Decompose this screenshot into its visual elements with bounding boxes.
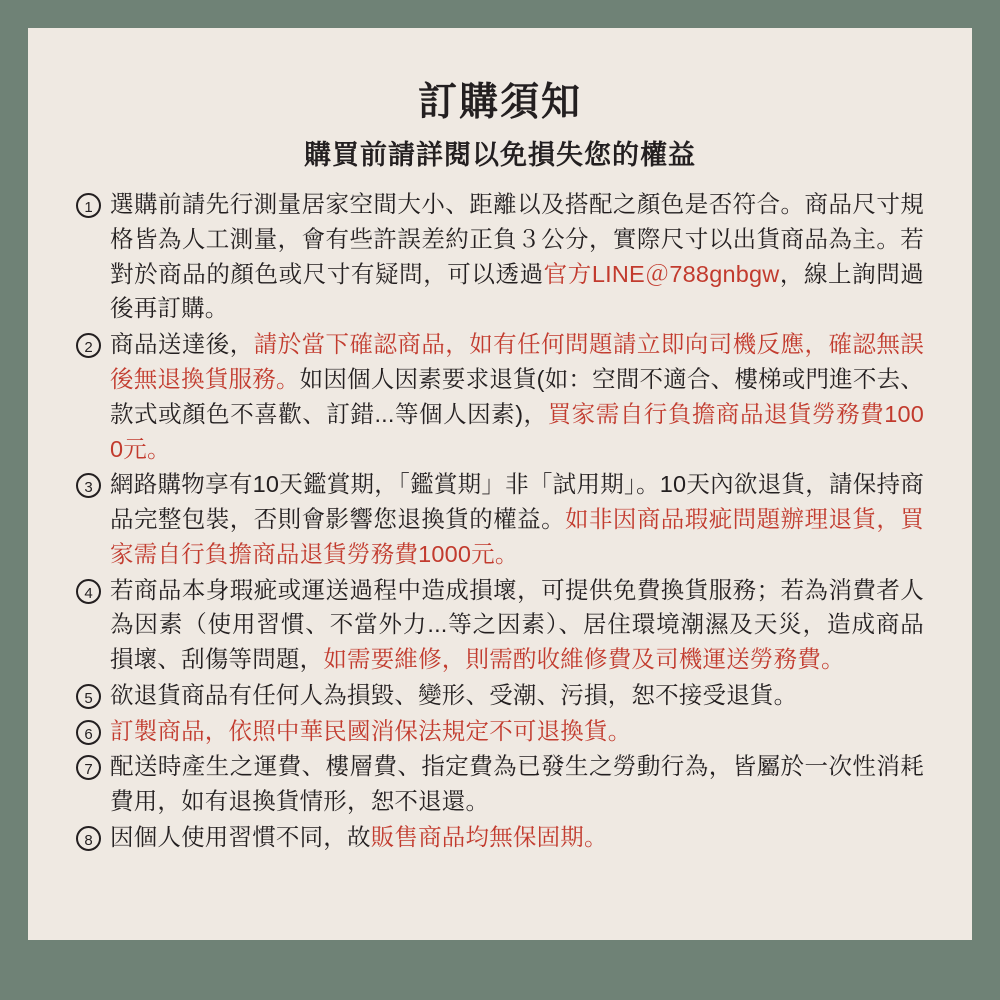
highlight-text: 請於當下確認商品，如有任何問題請立即向司機反應，確認無誤後無退換貨服務。: [110, 331, 925, 393]
highlight-text: 販售商品均無保固期。: [370, 823, 608, 850]
list-item-number: 2: [76, 333, 101, 358]
list-item-number: 6: [76, 720, 101, 745]
list-item: [76, 467, 924, 571]
list-item-number: 5: [76, 684, 101, 709]
list-item-text: [110, 467, 924, 571]
list-item: [76, 187, 924, 326]
list-item-number: 7: [76, 755, 101, 780]
body-text: 因個人使用習慣不同，故: [110, 823, 371, 850]
list-item: [76, 678, 924, 713]
list-item-text: [110, 187, 924, 326]
highlight-text: 官方LINE＠788gnbgw: [543, 260, 780, 287]
highlight-text: 如非因商品瑕疵問題辦理退貨，買家需自行負擔商品退貨勞務費1000元。: [110, 506, 924, 567]
highlight-text: 如需要維修，則需酌收維修費及司機運送勞務費。: [323, 646, 845, 673]
body-text: 選購前請先行測量居家空間大小、距離以及搭配之顏色是否符合。商品尺寸規格皆為人工測量，會有些許誤差約正負３公分，實際尺寸以出貨商品為主。若對於商品的顏色或尺寸有疑問，可以透過: [110, 191, 924, 287]
notice-list: [76, 187, 924, 855]
list-item-text: [110, 327, 924, 466]
list-item-text: [110, 573, 924, 677]
body-text: 若商品本身瑕疵或運送過程中造成損壞，可提供免費換貨服務；若為消費者人為因素（使用習慣、不當外力...等之因素）、居住環境潮濕及天災，造成商品損壞、刮傷等問題，: [110, 576, 924, 673]
body-text: ，線上詢問過後再訂購。: [110, 260, 925, 322]
body-text: 網路購物享有10天鑑賞期，「鑑賞期」非「試用期」。10天內欲退貨，請保持商品完整包裝，否則會影響您退換貨的權益。: [110, 471, 924, 533]
notice-card: [28, 28, 972, 940]
list-item-text: [110, 820, 924, 855]
list-item: [76, 573, 924, 677]
page-subtitle: 購買前請詳閱以免損失您的權益: [304, 139, 696, 170]
list-item-text: [110, 714, 924, 749]
list-item: [76, 327, 924, 466]
body-text: 商品送達後，: [110, 331, 254, 358]
list-item-number: 4: [76, 579, 101, 604]
highlight-text: 買家需自行負擔商品退貨勞務費1000元。: [110, 400, 924, 462]
list-item-number: 8: [76, 826, 101, 851]
list-item: [76, 749, 924, 819]
list-item-number: 3: [76, 473, 101, 498]
body-text: 欲退貨商品有任何人為損毀、變形、受潮、污損，恕不接受退貨。: [110, 681, 798, 708]
body-text: 如因個人因素要求退貨(如：空間不適合、樓梯或門進不去、款式或顏色不喜歡、訂錯...等個人因素)，: [110, 366, 924, 427]
list-item: [76, 820, 924, 855]
list-item-text: [110, 749, 924, 819]
body-text: 配送時產生之運費、樓層費、指定費為已發生之勞動行為，皆屬於一次性消耗費用，如有退換貨情形，恕不退還。: [110, 753, 924, 815]
list-item-text: [110, 678, 924, 713]
highlight-text: 訂製商品，依照中華民國消保法規定不可退換貨。: [110, 717, 632, 744]
list-item-number: 1: [76, 193, 101, 218]
page-title: 訂購須知: [417, 81, 582, 124]
list-item: [76, 714, 924, 749]
